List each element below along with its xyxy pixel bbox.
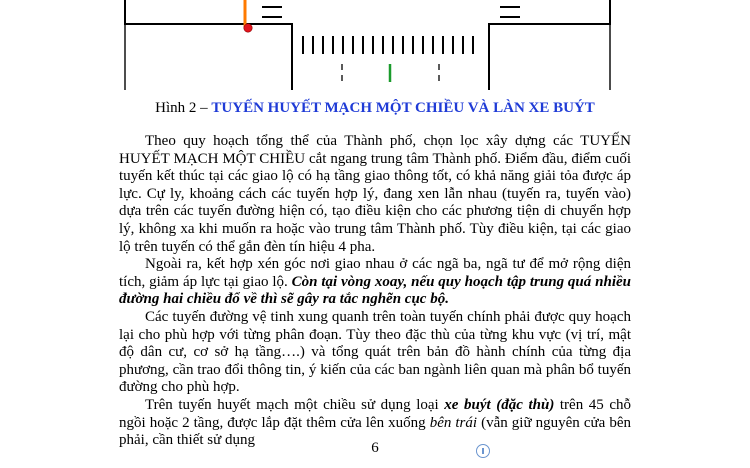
red-stop-dot — [244, 24, 252, 32]
text-line: MẠCH MỘT CHIỀU cắt ngang trung tâm Thành phố. Điểm đầu, điểm cuối tuyến kết thúc tại — [119, 150, 632, 185]
emphasis-text: xe buýt (đặc thù) — [444, 396, 555, 413]
figure-caption — [0, 98, 750, 118]
crosswalk — [303, 36, 473, 54]
road-intersection-diagram — [0, 0, 750, 90]
text-line: trên 45 chỗ ngồi hoặc 2 — [119, 396, 632, 431]
paragraph-3 — [119, 309, 631, 397]
left-road-edge — [125, 0, 292, 90]
text-line: phố. Tùy điều kiện, tại các giao lộ trên tuyến có thể gắn đèn tín hiệu 4 pha. — [119, 220, 631, 255]
text-line: tuyến hợp lý, đang xen lẫn nhau (tuyến ra, tuyến vào) dựa trên các tuyến đường hiện có, tạo điều — [119, 185, 632, 220]
emphasis-text: về thì sẽ gây ra tắc nghẽn cục bộ. — [243, 291, 449, 308]
text-line: áp lực tại giao lộ. — [182, 273, 292, 290]
text-line: Trên tuyến huyết mạch một chiều sử dụng loại — [145, 396, 445, 413]
text-line: Ngoài ra, kết hợp xén góc nơi giao nhau ở các ngã ba, ngã tư để mở rộng diện tích, giảm — [119, 256, 631, 290]
caption-prefix: Hình 2 – — [155, 100, 212, 116]
scroll-indicator-icon[interactable] — [476, 444, 490, 458]
paragraph-1 — [119, 133, 631, 256]
text-line: Các tuyến đường vệ tinh xung quanh trên toàn tuyến chính phải được quy hoạch lại cho — [119, 308, 631, 343]
text-line: của các ban ngành liên quan mà phân bổ tuyến đường cho phù hợp. — [119, 361, 632, 396]
text-line: kiện cho các phương tiện di chuyển hợp lý, không xa khi muốn ra hoặc vào trung tâm Thành — [119, 203, 631, 237]
text-line: (vẫn giữ nguyên cửa bên phải, cần thiết sử dụng — [119, 414, 631, 449]
emphasis-text: Còn tại vòng xoay, nếu quy hoạch tập trung quá nhiều đường hai chiều đổ — [119, 273, 631, 308]
text-line: các giao lộ có hạ tầng giao thông tốt, có khả năng giải tỏa được áp lực. Cự ly, khoảng cách các — [119, 168, 632, 202]
emphasis-text: bên trái — [429, 414, 478, 431]
text-line: Theo quy hoạch tổng thể của Thành phố, chọn lọc xây dựng các TUYẾN HUYẾT — [119, 133, 631, 167]
caption-title: TUYẾN HUYẾT MẠCH MỘT CHIỀU VÀ LÀN XE BUÝT — [211, 100, 595, 116]
body-text — [119, 133, 631, 450]
text-line: tầng….) và tổng quát trên bản đồ hành chính của từng địa phương, cần trao đổi thông tin, ý kiến — [119, 344, 632, 378]
text-line: phù hợp với từng phân đoạn. Tùy theo đặc thù của từng khu vực (vị trí, mật độ dân cư, cơ sở hạ — [119, 326, 631, 361]
paragraph-2 — [119, 256, 631, 309]
page-number: 6 — [371, 440, 379, 456]
right-road-edge — [489, 0, 610, 90]
text-line: tầng, được lắp đặt thêm cửa lên xuống — [193, 414, 430, 431]
